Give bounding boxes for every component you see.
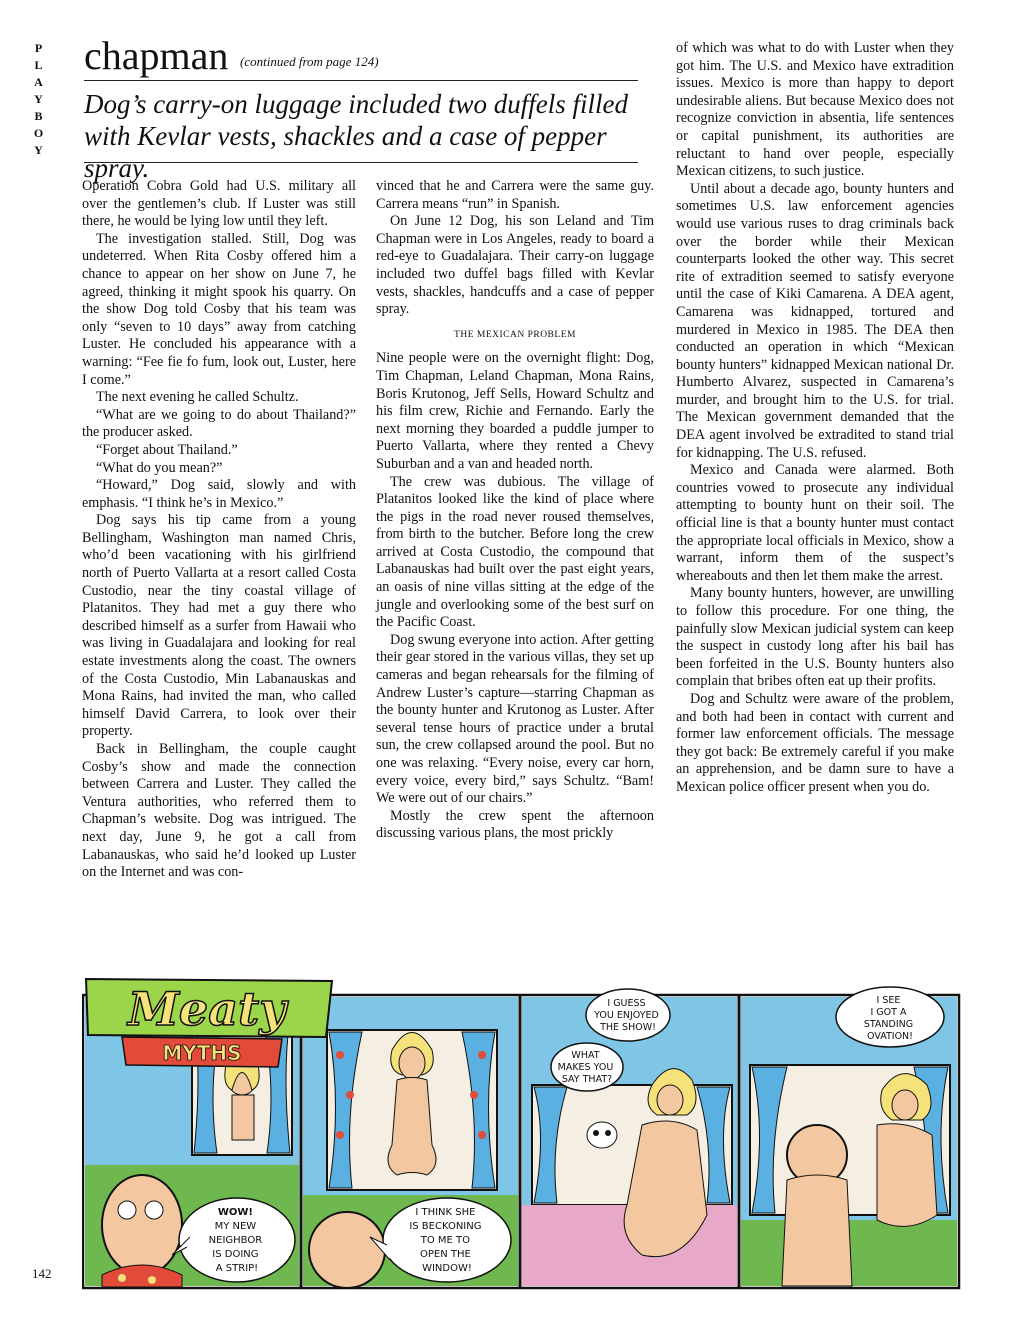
comic-text: STANDING: [863, 1019, 914, 1030]
comic-panel-3: [522, 989, 737, 1286]
paragraph: Nine people were on the overnight flight: Dog, Tim Chapman, Leland Chapman, Mona Rains, Boris Krutonog, Jeff Sells, Howard Schultz and his film crew, Richie and Fernando. Early the next morning they boarded a puddle jumper to Puerto Vallarta, where they rented a Chevy Suburban and a van and headed north.: [376, 350, 654, 472]
comic-text: I GOT A: [870, 1007, 907, 1018]
paragraph: The next evening he called Schultz.: [96, 389, 299, 406]
comic-panel-2: [303, 997, 518, 1288]
paragraph: Dog and Schultz were aware of the problem, and both had been in contact with current and former law enforcement officials. The message they got back: Be extremely careful if you make an apprehension, and be damn sure to have a Mexican police officer present when you do.: [676, 690, 954, 795]
paragraph: “What are we going to do about Thailand?” the producer asked.: [82, 406, 356, 441]
continued-note: (continued from page 124): [240, 54, 379, 69]
pull-quote: Dog’s carry-on luggage included two duffels filled with Kevlar vests, shackles and a case of pepper spray.: [84, 89, 628, 183]
article-title: chapman: [84, 33, 229, 78]
column-1: [82, 178, 356, 882]
paragraph: Mostly the crew spent the afternoon discussing various plans, the most prickly: [376, 807, 654, 842]
paragraph: of which was what to do with Luster when they got him. The U.S. and Mexico have extradition issues. Mexico is more than happy to deport undesirable aliens. But because Mexico does not recognize conviction in absentia, life sentences or capital punishment, its authorities are reluctant to hand over people, especially Mexican citizens, to such justice.: [676, 40, 954, 180]
comic-text: YOU ENJOYED: [594, 1010, 659, 1021]
paragraph: Dog says his tip came from a young Bellingham, Washington man named Chris, who’d been vacationing with his girlfriend north of Puerto Vallarta at a resort called Costa Custodio, near the tiny coastal village of Platanitos. They had met a guy there who described himself as a surfer from Hawaii who was living in Guadalajara and looking for real estate investments along the coast. The owners of the Costa Custodio, Min Labanauskas and Mona Rains, had invited the man, who called himself David Carrera, to look over their property.: [82, 512, 356, 740]
paragraph: Dog swung everyone into action. After getting their gear stored in the various villas, they set up cameras and began rehearsals for the filming of Andrew Luster’s capture—starring Chapman as the bounty hunter and Krutonog as Luster. After several tense hours of practice under a brutal sun, the crew collapsed around the pool. But no one was relaxing. “Every noise, every car horn, every voice, every bird,” says Schultz. “Bam! We were out of our chairs.”: [376, 631, 654, 807]
comic-text: OVATION!: [867, 1031, 913, 1042]
deck-rule: [84, 162, 638, 163]
comic-panel-4: [741, 987, 957, 1286]
comic-text: I SEE: [876, 995, 901, 1006]
comic-logo-title: Meaty: [128, 982, 286, 1036]
comic-text: IS BECKONING: [409, 1221, 482, 1232]
paragraph: “Forget about Thailand.”: [96, 441, 238, 458]
paragraph: Many bounty hunters, however, are unwilling to follow this procedure. For one thing, the painfully slow Mexican judicial system can keep the suspect in custody long after his bail has been forfeited in the U.S. Bounty hunters also complain that bribes often eat up their profits.: [676, 585, 954, 690]
comic-text: MY NEW: [214, 1221, 257, 1232]
comic-text: I THINK SHE: [415, 1207, 476, 1218]
paragraph: “Howard,” Dog said, slowly and with emphasis. “I think he’s in Mexico.”: [82, 477, 356, 511]
paragraph: Back in Bellingham, the couple caught Cosby’s show and made the connection between Carrera and Luster. They called the Ventura authorities, who referred them to Chapman’s website. Dog was intrigued. The next day, June 9, he got a call from Labanauskas, who said he’d looked up Luster on the Internet and was con-: [82, 741, 356, 881]
comic-text: THE SHOW!: [600, 1022, 656, 1033]
comic-text: IS DOING: [212, 1249, 259, 1260]
comic-text: MAKES YOU: [557, 1062, 614, 1073]
header-rule: [84, 80, 638, 81]
paragraph: The investigation stalled. Still, Dog was undeterred. When Rita Cosby offered him a chance to appear on her show on June 7, he agreed, thinking it might spook his quarry. On the show Dog told Cosby that his team was only “seven to 10 days” away from catching Luster. He concluded his appearance with a warning: “Fee fie fo fum, look out, Luster, here I come.”: [82, 230, 356, 388]
paragraph: Until about a decade ago, bounty hunters and sometimes U.S. law enforcement agencies would use various ruses to drag criminals back over the border while their Mexican counterparts looked the other way. This secret rite of extradition seemed to satisfy everyone until the case of Kiki Camarena. A DEA agent, Camarena was kidnapped, tortured and murdered in Mexico in 1985. The DEA then conducted an operation in which “Mexican bounty hunters” kidnapped Mexican national Dr. Humberto Alvarez, suspected in Camarena’s murder, and brought him to the U.S. for trial. The Mexican government demanded that the DEA agent involved be extradited to stand trial for kidnapping. The U.S. refused.: [676, 180, 954, 461]
comic-text: NEIGHBOR: [208, 1235, 263, 1246]
comic-strip: [82, 975, 962, 1290]
paragraph: The crew was dubious. The village of Platanitos looked like the kind of place where the pigs in the road never roused themselves, from birth to the butcher. Before long the crew arrived at Costa Custodio, the compound that Labanauskas had built over the past eight years, an oasis of nine villas sitting at the edge of the jungle and overlooking some of the best surf on the Pacific Coast.: [376, 473, 654, 631]
comic-text: OPEN THE: [419, 1249, 471, 1260]
page-number: 142: [32, 1266, 52, 1281]
paragraph: Mexico and Canada were alarmed. Both countries vowed to prosecute any individual attempting to bounty hunt on their soil. The official line is that a bounty hunter must contact the appropriate local officials in Mexico, show a warrant, inform them of the suspect’s whereabouts and then let them make the arrest.: [676, 462, 954, 584]
comic-text: WINDOW!: [422, 1263, 472, 1274]
column-3: [676, 40, 954, 797]
paragraph: “What do you mean?”: [96, 459, 223, 476]
comic-text: WOW!: [217, 1207, 253, 1218]
comic-text: A STRIP!: [215, 1263, 259, 1274]
paragraph: Operation Cobra Gold had U.S. military all over the gentlemen’s club. If Luster was still there, he would be lying low until they left.: [82, 178, 356, 230]
paragraph: On June 12 Dog, his son Leland and Tim Chapman were in Los Angeles, ready to board a red-eye to Guadalajara. Their carry-on luggage included two duffel bags filled with Kevlar vests, shackles, handcuffs and a case of pepper spray.: [376, 213, 654, 318]
comic-text: I GUESS: [607, 998, 646, 1009]
masthead-vertical: P L A Y B O Y: [33, 41, 45, 157]
comic-logo-subtitle: MYTHS: [162, 1041, 242, 1065]
column-2: [376, 178, 654, 843]
section-subhead: THE MEXICAN PROBLEM: [454, 329, 576, 340]
comic-text: SAY THAT?: [561, 1074, 613, 1085]
comic-text: TO ME TO: [420, 1235, 471, 1246]
comic-text: WHAT: [571, 1050, 600, 1061]
paragraph: vinced that he and Carrera were the same guy. Carrera means “run” in Spanish.: [376, 178, 654, 212]
